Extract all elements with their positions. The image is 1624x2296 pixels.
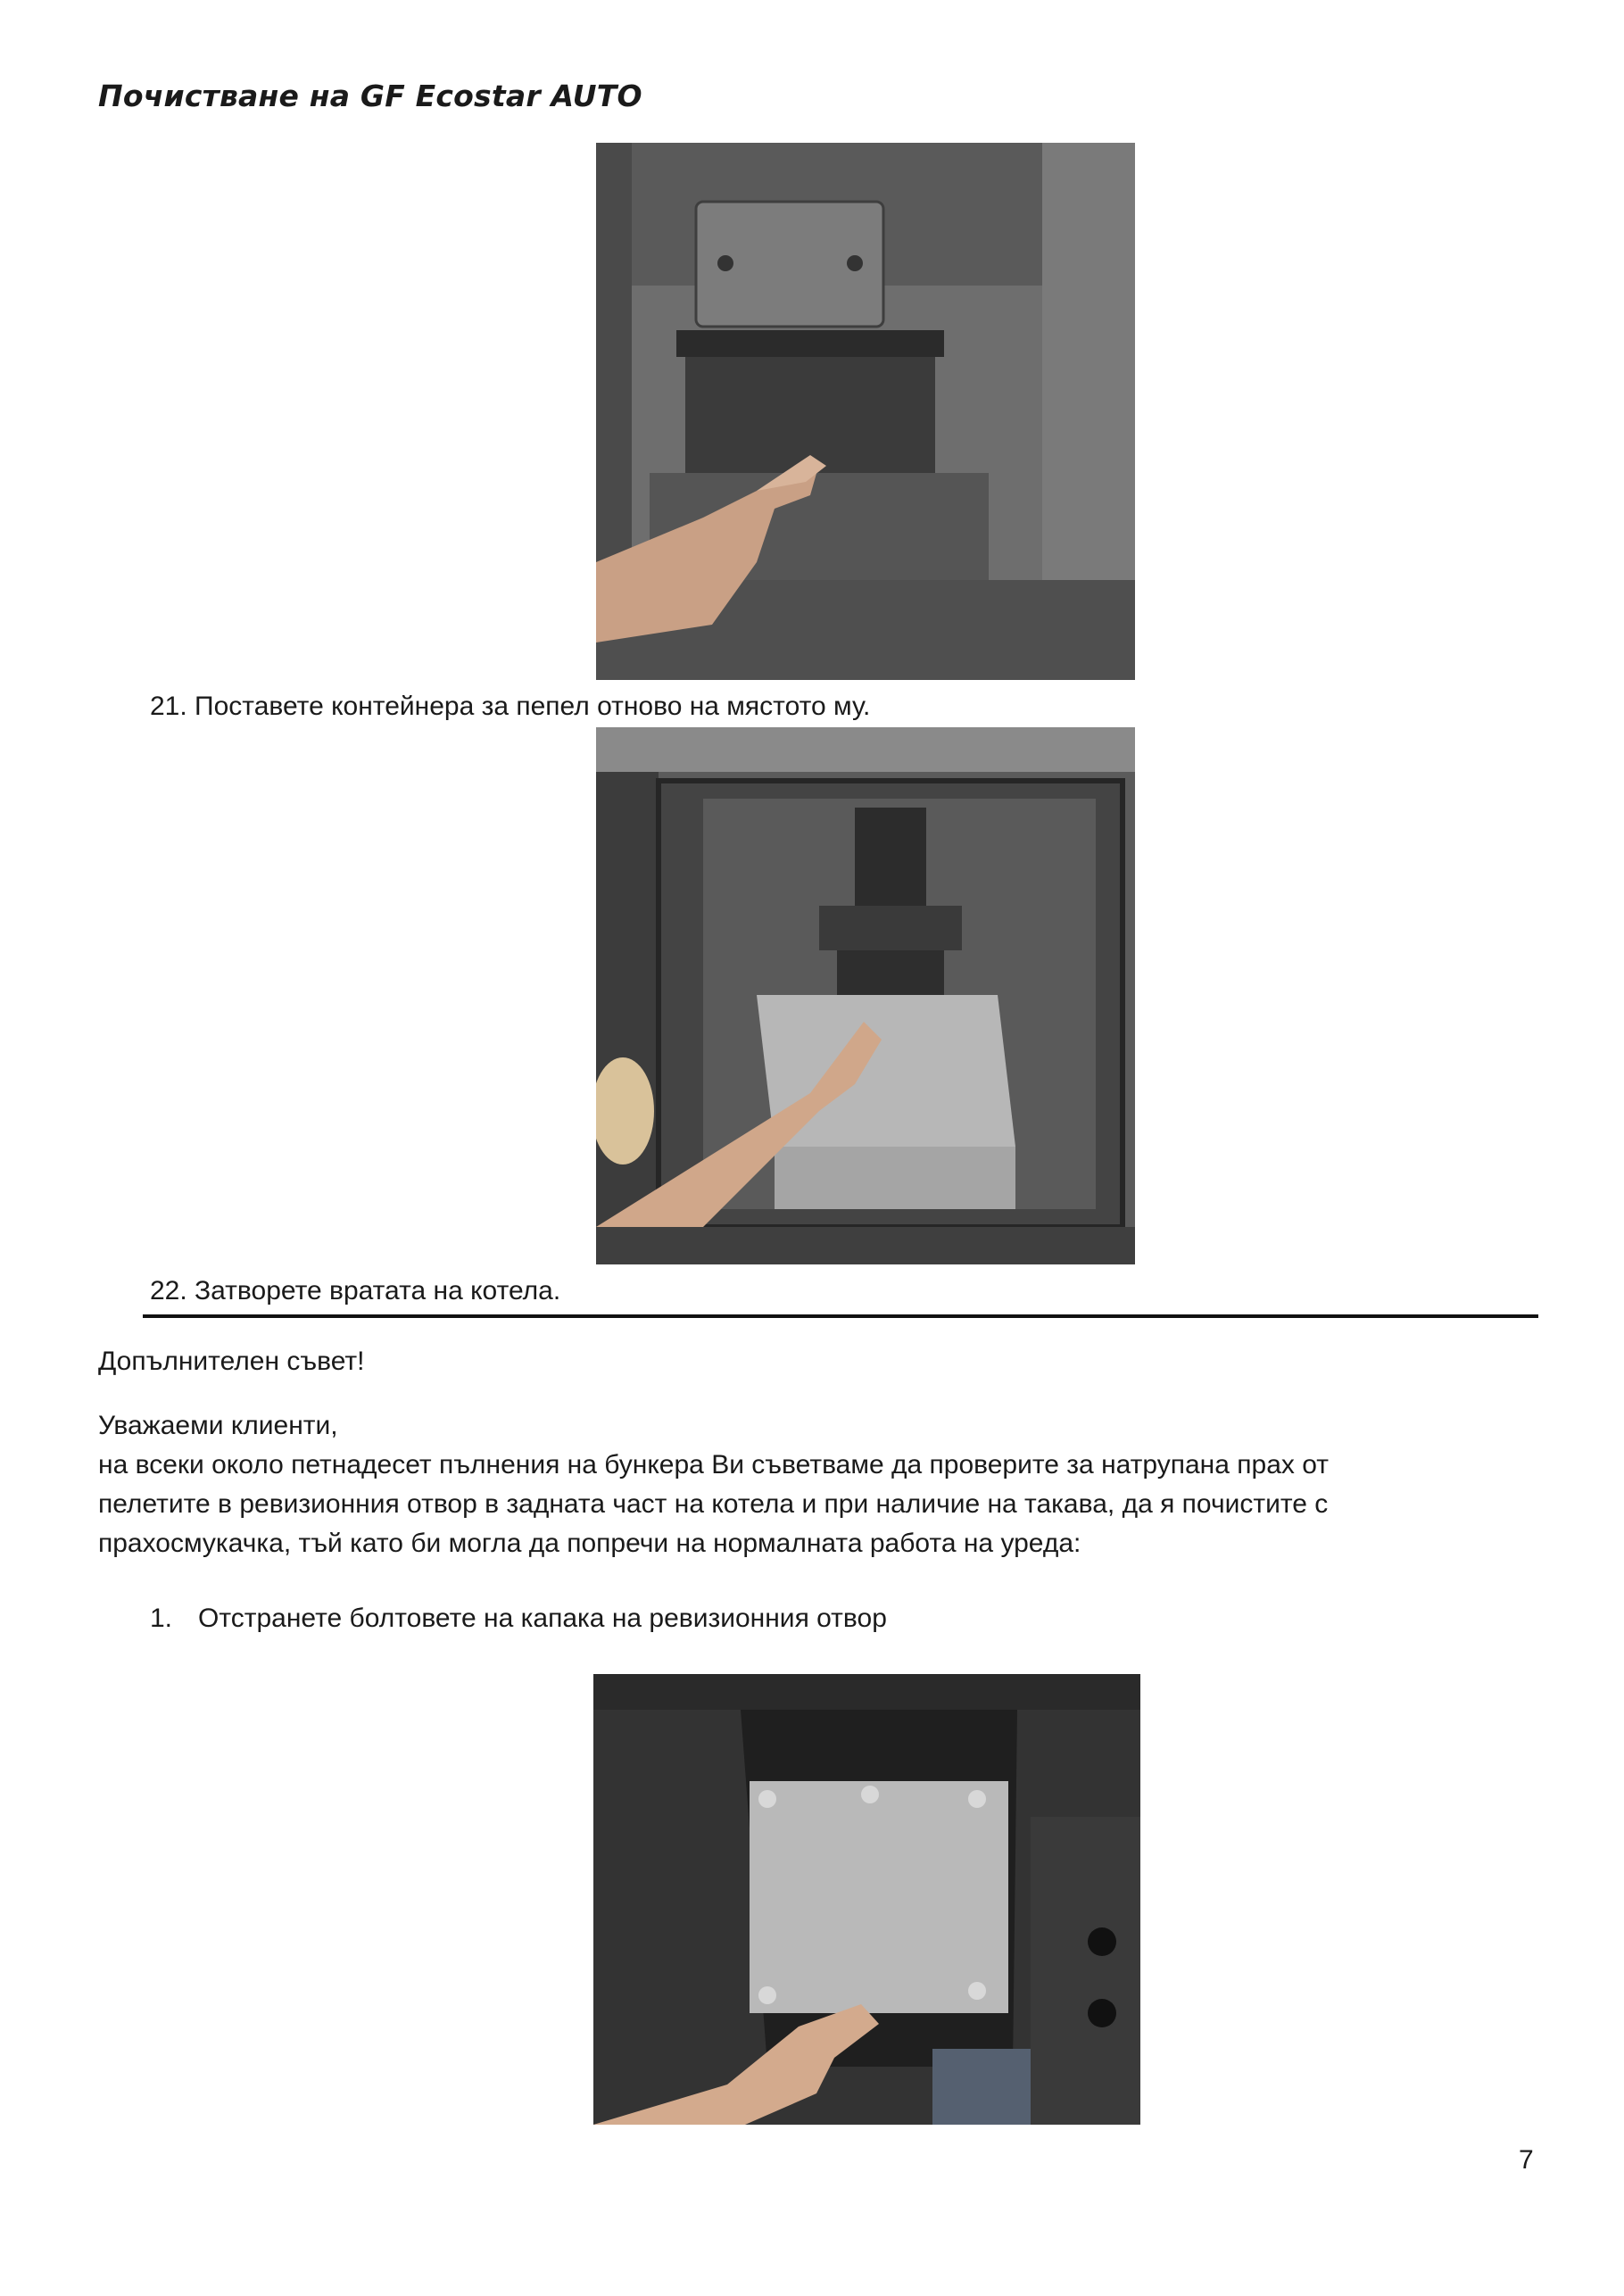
photo-ash-container-removal <box>596 143 1135 680</box>
page-number: 7 <box>1519 2145 1534 2175</box>
list-item-1-text: Отстранете болтовете на капака на ревизионния отвор <box>198 1604 887 1633</box>
section-divider <box>143 1314 1538 1318</box>
step-22: 22. Затворете вратата на котела. <box>150 1276 561 1305</box>
tip-line-1: на всеки около петнадесет пълнения на бункера Ви съветваме да проверите за натрупана прах от <box>98 1450 1329 1480</box>
list-item-1-number: 1. <box>150 1604 173 1633</box>
photo-revision-cover <box>593 1674 1140 2125</box>
tip-heading: Допълнителен съвет! <box>98 1347 365 1376</box>
tip-line-3: прахосмукачка, тъй като би могла да попречи на нормалната работа на уреда: <box>98 1529 1081 1558</box>
step-21: 21. Поставете контейнера за пепел отново на мястото му. <box>150 692 871 721</box>
tip-line-2: пелетите в ревизионния отвор в задната част на котела и при наличие на такава, да я почистите с <box>98 1489 1329 1519</box>
page-title: Почистване на GF Ecostar AUTO <box>98 79 642 113</box>
tip-greeting: Уважаеми клиенти, <box>98 1411 338 1440</box>
photo-ash-container-placement <box>596 727 1135 1264</box>
